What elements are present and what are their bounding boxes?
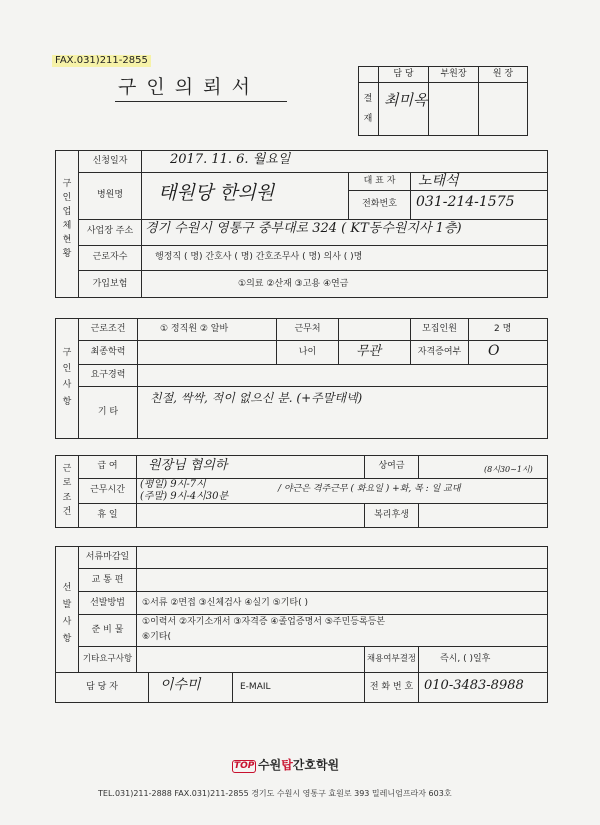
apply-date-label: 신청일자 [92,156,128,166]
docs-label: 준 비 물 [91,625,124,635]
certificate-label: 자격증여부 [417,347,462,357]
phone-label: 전화번호 [362,199,397,209]
approval-col-director: 원 장 [492,69,514,79]
other-requirements-label: 기타요구사항 [82,654,133,664]
etc-label: 기 타 [97,407,119,417]
email-label: E-MAIL [240,682,271,692]
pay-label: 급 여 [97,461,118,471]
career-label: 요구경력 [90,370,126,380]
deadline-label: 서류마감일 [85,552,130,562]
selection-side: 선발사항 [62,583,72,645]
recruit-count-value: 2 명 [494,324,512,334]
rep-value: 노태석 [418,173,459,189]
etc-value: 친절, 싹싹, 적이 없으신 분. (+주말태넥) [150,391,363,405]
apply-date-value: 2017. 11. 6. 월요일 [170,152,291,167]
education-label: 최종학력 [90,347,126,357]
hours-note: / 야근은 격주근무 ( 화요일 ) +화, 목 : 일 교대 [278,484,461,494]
method-label: 선발방법 [90,598,125,608]
hours-label: 근무시간 [90,485,125,495]
welfare-label: 복리후생 [374,510,409,520]
approval-side-label: 결재 [363,94,373,124]
docs-options: ①이력서 ②자기소개서 ③자격증 ④졸업증명서 ⑤주민등록등본 [142,617,386,627]
company-status-side: 구인업체현황 [62,179,72,259]
workplace-label: 근무처 [294,324,321,334]
certificate-value: O [488,343,500,359]
docs-other: ⑥기타( [142,632,171,642]
hospital-label: 병원명 [96,190,124,200]
title-underline [115,101,287,102]
footer-contact: TEL.031)211-2888 FAX.031)211-2855 경기도 수원시 영통구 효원로 393 밀레니엄프라자 603호 [98,789,452,798]
work-condition-label: 근로조건 [90,324,126,334]
work-terms-side: 근로조건 [62,464,72,518]
tel-label: 전 화 번 호 [369,682,414,692]
age-label: 나이 [298,347,317,357]
manager-value: 이수미 [160,677,201,693]
workers-label: 근로자수 [92,252,128,262]
hours-corner-note: (8시30~1시) [484,465,533,474]
method-options: ①서류 ②면접 ③신체검사 ④실기 ⑤기타( ) [142,598,308,608]
rep-label: 대 표 자 [363,176,396,186]
recruit-count-label: 모집인원 [422,324,457,334]
transport-label: 교 통 편 [91,575,124,585]
school-logo-icon: TOP [234,761,255,771]
hire-decision-label: 채용여부결정 [366,654,417,664]
approval-col-staff: 담 당 [393,69,414,79]
bonus-label: 상여금 [378,461,405,471]
school-name-highlight: 탑 [281,758,293,772]
school-name: 수원탑간호학원 [258,758,340,772]
hours-weekday: (평일) 9시-7시 [140,479,206,490]
fax-number: FAX.031)211-2855 [52,55,151,67]
hospital-value: 태원당 한의원 [158,182,275,204]
approval-signature: 최미옥 [384,91,428,109]
page-title: 구 인 의 뢰 서 [118,76,252,98]
insurance-label: 가입보험 [92,279,128,289]
work-condition-options: ① 정직원 ② 알바 [160,324,229,334]
hire-decision-value: 즉시, ( )일후 [440,654,491,664]
pay-value: 원장님 협의하 [148,458,228,473]
approval-col-vice: 부원장 [440,69,467,79]
age-value: 무관 [356,344,382,359]
workers-value: 행정직 ( 명) 간호사 ( 명) 간호조무사 ( 명) 의사 ( )명 [155,252,363,262]
holiday-label: 휴 일 [97,510,118,520]
tel-value: 010-3483-8988 [424,678,524,693]
address-value: 경기 수원시 영통구 중부대로 324 ( KT동수원지사 1층) [145,221,462,236]
phone-value: 031-214-1575 [416,194,515,210]
manager-label: 담 당 자 [86,682,118,692]
insurance-options: ①의료 ②산재 ③고용 ④연금 [238,279,349,289]
recruit-details-side: 구인사항 [62,348,72,407]
hours-weekend: (주말) 9시-4시30분 [140,491,229,502]
address-label: 사업장 주소 [86,226,134,236]
